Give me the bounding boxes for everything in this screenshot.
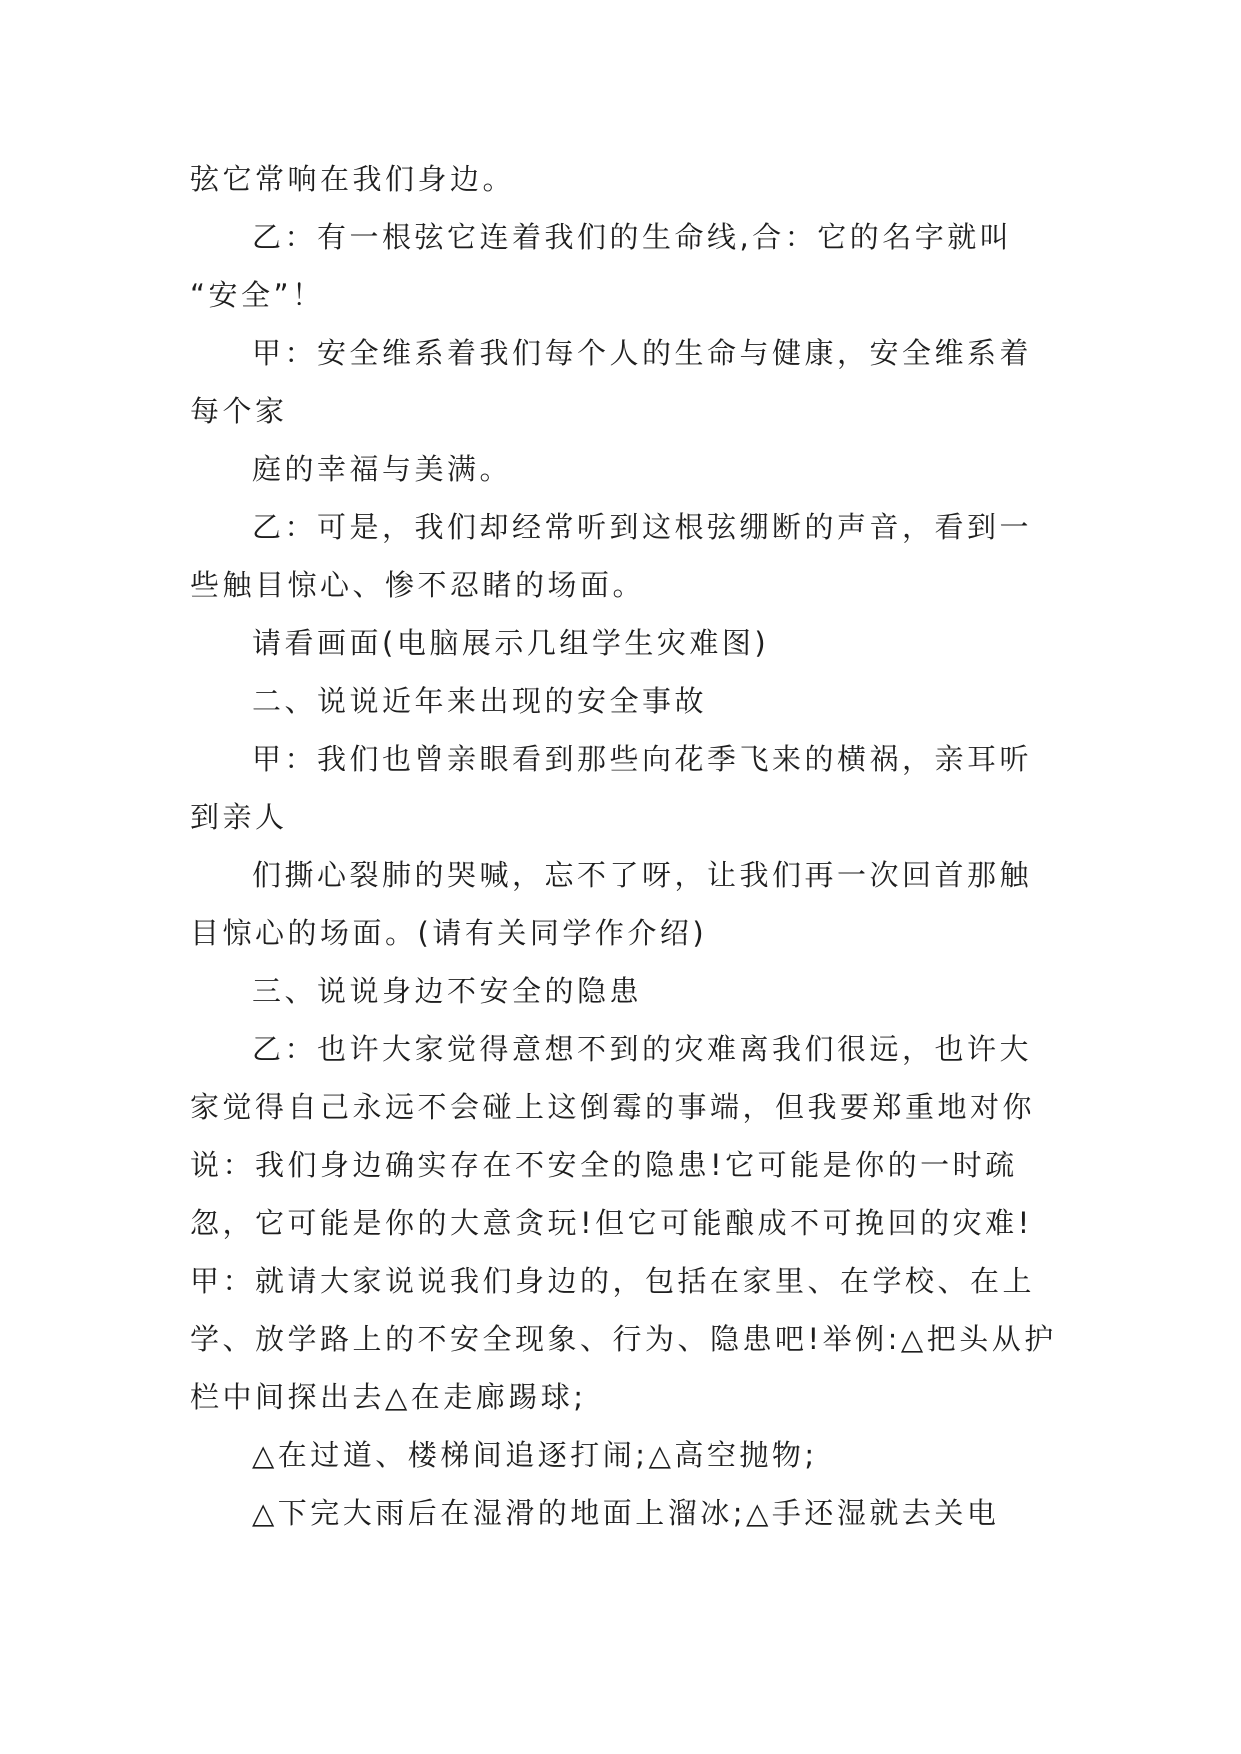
text-line-17: 家觉得自己永远不会碰上这倒霉的事端，但我要郑重地对你 [190, 1090, 1036, 1124]
section-heading-2: 二、说说近年来出现的安全事故 [252, 684, 708, 718]
text-line-6: 庭的幸福与美满。 [252, 452, 513, 486]
text-line-7: 乙：可是，我们却经常听到这根弦绷断的声音，看到一 [252, 510, 1033, 544]
document-body [190, 150, 1057, 1542]
text-line-20: 甲：就请大家说说我们身边的，包括在家里、在学校、在上 [190, 1264, 1036, 1298]
text-line-12: 到亲人 [190, 800, 288, 834]
text-line-2: 乙：有一根弦它连着我们的生命线,合：它的名字就叫 [252, 220, 1013, 254]
text-line-24: △下完大雨后在湿滑的地面上溜冰;△手还湿就去关电 [252, 1496, 1000, 1530]
text-line-22: 栏中间探出去△在走廊踢球; [190, 1380, 587, 1414]
text-line-8: 些触目惊心、惨不忍睹的场面。 [190, 568, 646, 602]
text-line-9: 请看画面(电脑展示几组学生灾难图) [252, 626, 770, 660]
text-line-1: 弦它常响在我们身边。 [190, 162, 516, 196]
text-line-14: 目惊心的场面。(请有关同学作介绍) [190, 916, 708, 950]
text-line-13: 们撕心裂肺的哭喊，忘不了呀，让我们再一次回首那触 [252, 858, 1033, 892]
section-heading-3: 三、说说身边不安全的隐患 [252, 974, 643, 1008]
text-line-18: 说：我们身边确实存在不安全的隐患!它可能是你的一时疏 [190, 1148, 1018, 1182]
text-line-4: 甲：安全维系着我们每个人的生命与健康，安全维系着 [252, 336, 1033, 370]
text-line-16: 乙：也许大家觉得意想不到的灾难离我们很远，也许大 [252, 1032, 1033, 1066]
text-line-11: 甲：我们也曾亲眼看到那些向花季飞来的横祸，亲耳听 [252, 742, 1033, 776]
text-line-21: 学、放学路上的不安全现象、行为、隐患吧!举例:△把头从护 [190, 1322, 1057, 1356]
text-line-23: △在过道、楼梯间追逐打闹;△高空抛物; [252, 1438, 818, 1472]
text-line-3: “安全”！ [190, 278, 325, 312]
text-line-19: 忽，它可能是你的大意贪玩!但它可能酿成不可挽回的灾难! [190, 1206, 1033, 1240]
text-line-5: 每个家 [190, 394, 288, 428]
